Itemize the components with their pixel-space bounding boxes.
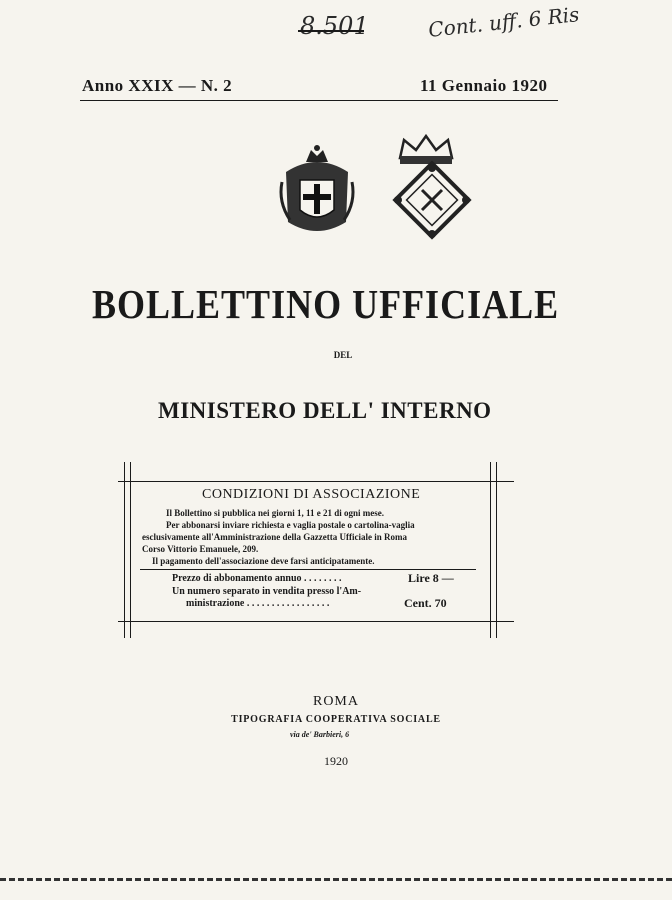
conditions-divider <box>140 569 476 570</box>
handwritten-note-right: Cont. uff. 6 Ris <box>427 2 581 42</box>
imprint-address: via de' Barbieri, 6 <box>290 730 350 739</box>
issue-number: Anno XXIX — N. 2 <box>82 76 233 95</box>
page-bottom-edge <box>0 878 672 881</box>
imprint-city: ROMA <box>312 694 359 709</box>
ministry-name: MINISTERO DELL' INTERNO <box>158 398 492 423</box>
strike-line <box>298 30 364 32</box>
price-annual-value: Lire 8 — <box>408 571 454 585</box>
royal-arms-emblem <box>276 142 358 242</box>
price-single-value: Cent. 70 <box>404 596 447 610</box>
conditions-line-5: Il pagamento dell'associazione deve farsi anticipatamente. <box>152 556 375 566</box>
box-left-rule-outer <box>124 462 125 638</box>
imprint-year: 1920 <box>324 754 348 768</box>
masthead-rule <box>80 100 558 101</box>
bulletin-title: BOLLETTINO UFFICIALE <box>92 281 560 328</box>
box-right-rule-inner <box>490 462 491 638</box>
box-left-rule-inner <box>130 462 131 638</box>
conditions-line-2: Per abbonarsi inviare richiesta e vaglia postale o cartolina-vaglia <box>166 520 415 530</box>
ministry-crest-emblem <box>386 130 478 248</box>
conditions-line-1: Il Bollettino si pubblica nei giorni 1, 11 e 21 di ogni mese. <box>166 508 385 518</box>
price-single-label-b: ministrazione . . . . . . . . . . . . . . . . . <box>186 598 330 609</box>
box-top-rule <box>118 481 514 482</box>
price-single-label-a: Un numero separato in vendita presso l'Am- <box>172 586 362 597</box>
issue-date: 11 Gennaio 1920 <box>420 76 548 95</box>
conditions-heading: CONDIZIONI DI ASSOCIAZIONE <box>202 487 421 502</box>
conditions-line-4: Corso Vittorio Emanuele, 209. <box>142 544 259 554</box>
imprint-printer: TIPOGRAFIA COOPERATIVA SOCIALE <box>231 714 441 725</box>
price-annual-label: Prezzo di abbonamento annuo . . . . . . . . <box>172 573 342 584</box>
box-bottom-rule <box>118 621 514 622</box>
conditions-line-3: esclusivamente all'Amministrazione della Gazzetta Ufficiale in Roma <box>142 532 407 542</box>
del-word: DEL <box>333 350 353 360</box>
handwritten-note-left: 8.501 <box>300 12 369 40</box>
box-right-rule-outer <box>496 462 497 638</box>
